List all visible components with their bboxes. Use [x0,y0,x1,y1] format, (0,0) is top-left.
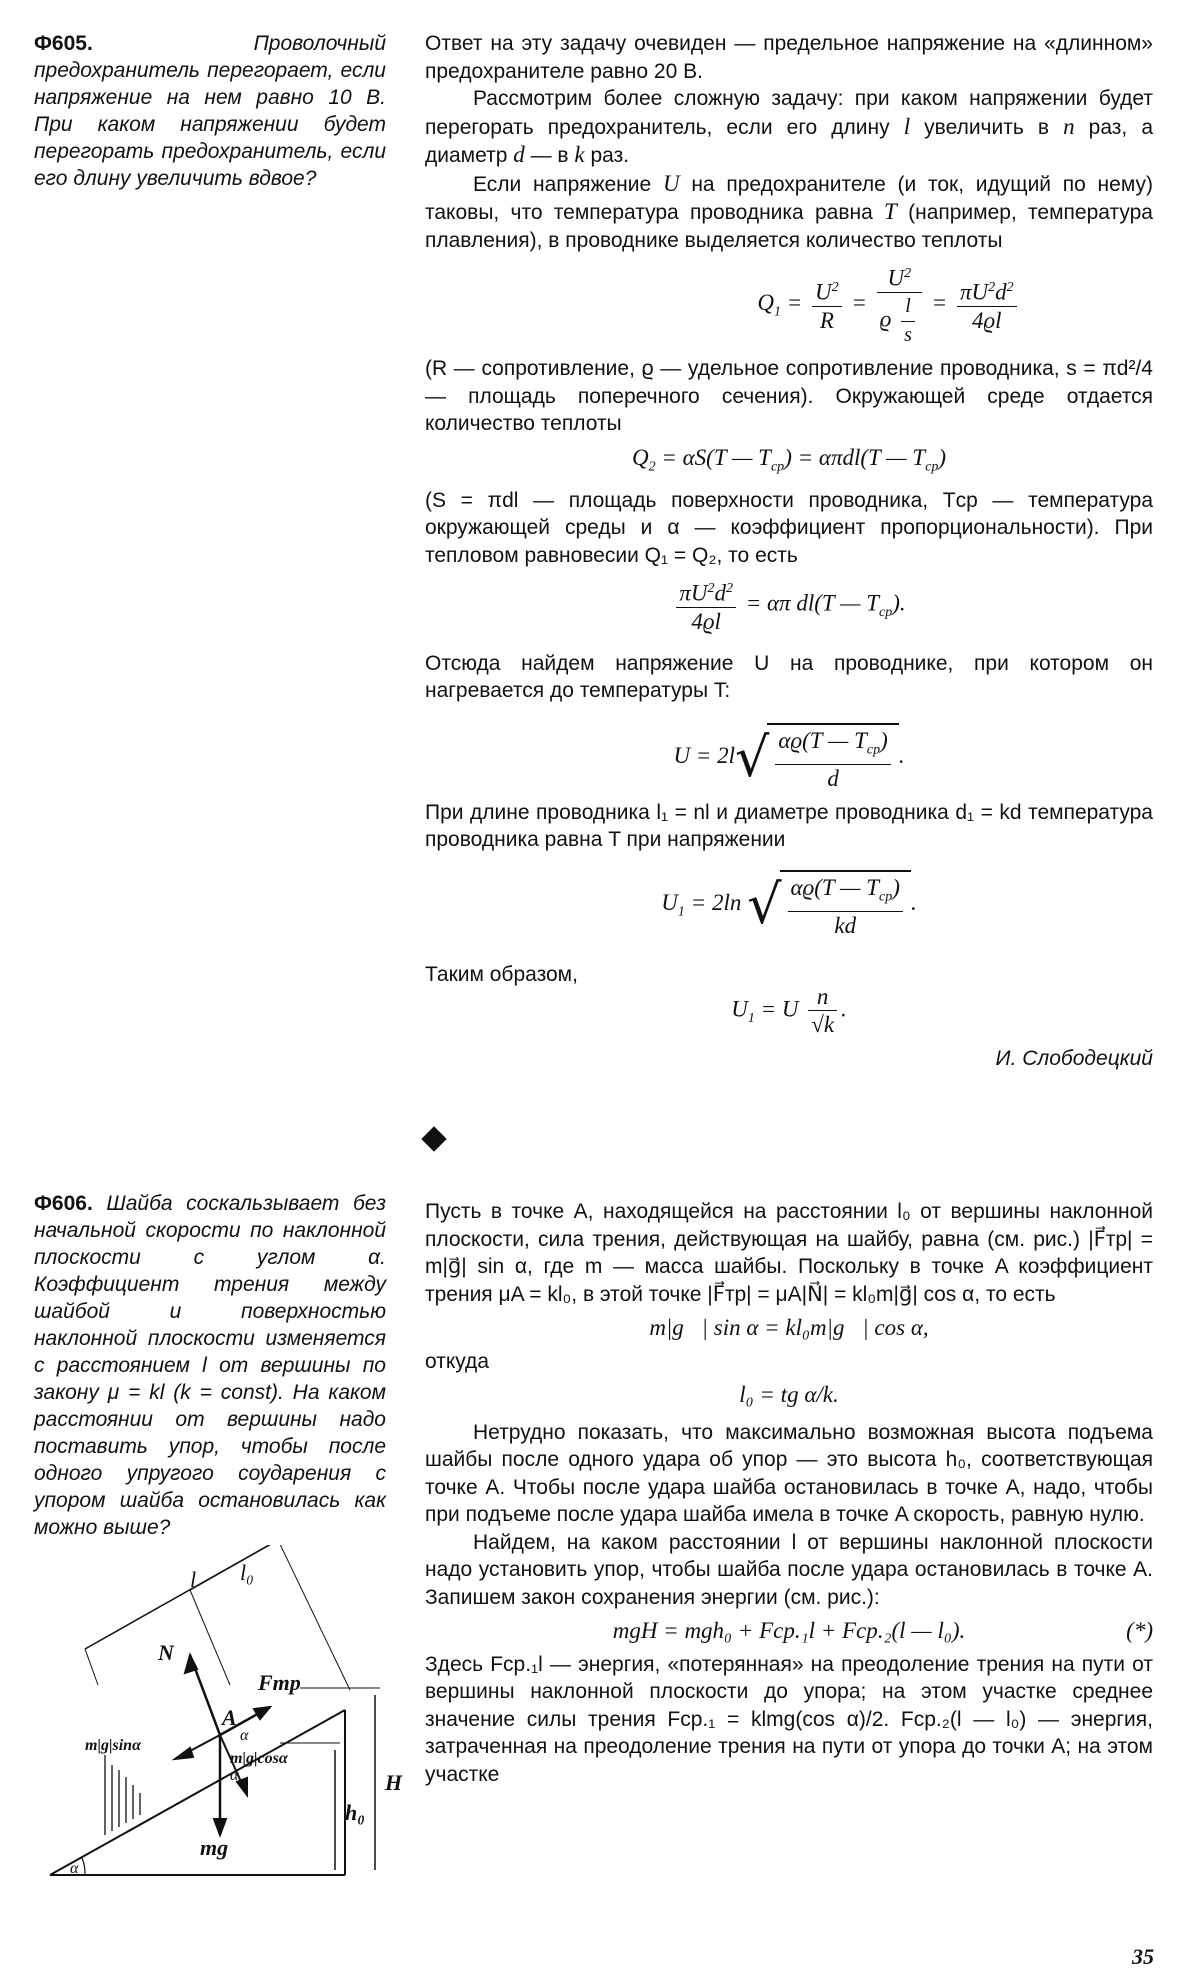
problem-606-text: Шайба соскальзывает без начальной скорости по наклонной плоскости с углом α. Коэффициент трения между шайбой и поверхностью наклонной плоскости изменяется с расстоянием l от вершины по закону μ = kl (k = const). На каком расстоянии от вершины надо поставить упор, чтобы после одного упругого соударения с упором шайба остановилась как можно выше? [34,1192,387,1539]
label-l0: l₀ [240,1560,254,1585]
equation-q1: $Q_1$ = $\frac{U^2}{R}$ = $U^2$ ϱ $\frac{l}{s}$ = $\frac{\pi U^2d^2}{4ϱl}$ [625,260,1153,349]
length-l0-line [190,1545,278,1590]
solution-605-p7: При длине проводника l₁ = nl и диаметре проводника d₁ = kd температура проводника равна T при напряжении [425,800,1153,851]
label-alpha-base: α [70,1860,79,1877]
label-mg: mg [200,1835,229,1860]
solution-605-p1: Ответ на эту задачу очевиден — предельное напряжение на «длинном» предохранителе равно 20 В. [425,32,1153,83]
solution-605-p4: (R — сопротивление, ϱ — удельное сопротивление проводника, s = πd²/4 — площадь поперечного сечения). Окружающей среде отдается количество теплоты [425,357,1153,436]
solution-606 [425,1198,1153,1788]
problem-605-text: Проволочный предохранитель перегорает, если напряжение на нем равно 10 В. При каком напряжении будет перегорать предохранитель, если его длину увеличить вдвое? [34,32,386,190]
signature: И. Слободецкий [995,1046,1153,1070]
stop-hatching [105,1755,140,1835]
page-number: 35 [1132,1944,1154,1969]
solution-606-p2: откуда [425,1349,489,1373]
problem-605 [34,30,386,192]
problem-606-label: Ф606. [34,1192,93,1215]
label-mg-sin: m|g|sinα [85,1737,141,1754]
problem-606 [34,1190,386,1541]
solution-605-p3: Если напряжение U на предохранителе (и ток, идущий по нему) таковы, что температура проводника равна T (например, температура плавления), в проводнике выделяется количество теплоты [425,170,1153,252]
incline-surface [50,1710,345,1875]
solution-605-p5: (S = πdl — площадь поверхности проводника, Tср — температура окружающей среды и α — коэффициент пропорциональности). При тепловом равновесии Q₁ = Q₂, то есть [425,488,1153,567]
label-mg-cos: m|g|cosα [230,1750,288,1767]
solution-605-p2: Рассмотрим более сложную задачу: при каком напряжении будет перегорать предохранитель, если его длину l увеличить в n раз, а диаметр d — в k раз. [425,87,1154,167]
label-alpha-top: α [240,1727,249,1744]
equation-balance: $\frac{\pi U^2d^2}{4ϱl}$ = απ dl(T — $T_{ср}$). [425,575,1153,636]
label-H: H [385,1770,403,1795]
equation-606-1: m|g⃗| sin α = kl₀m|g⃗| cos α, [649,1315,929,1340]
equation-606-2: l₀ = tg α/k. [739,1382,839,1407]
section-divider [421,1126,446,1151]
solution-605 [425,30,1153,1072]
equation-u: U = 2l√ $\frac{\alpha ϱ(T — T_{ср})}{d}$ . [425,723,1153,793]
solution-606-p4: Найдем, на каком расстоянии l от вершины наклонной плоскости надо установить упор, чтобы шайба после удара остановилась в точке A. Запишем закон сохранения энергии (см. рис.): [425,1530,1153,1609]
equation-606-3: mgH = mgh₀ + Fср.₁l + Fср.₂(l — l₀). (*) [612,1618,1153,1643]
label-N: N [158,1640,174,1665]
label-l: l [190,1567,197,1592]
label-A: A [222,1705,237,1730]
label-h0: h₀ [345,1800,365,1825]
solution-605-p6: Отсюда найдем напряжение U на проводнике, при котором он нагревается до температуры T: [425,651,1153,703]
label-alpha-mid: α [230,1767,239,1784]
solution-605-p8: Таким образом, [425,963,578,987]
equation-q2: $Q_2 = \alpha S(T$ — $T_{ср}) = \alpha\pi dl(T$ — $T_{ср}$) [631,444,947,475]
solution-606-p5: Здесь Fср.₁l — энергия, «потерянная» на преодоление трения на пути от вершины наклонной плоскости до упора; на этом участке среднее значение силы трения Fср.₁ = klmg(cos α)/2. Fср.₂(l — l₀) — энергия, затраченная на преодоление трения на пути от упора до точки A; на этом участке [425,1652,1153,1786]
solution-606-p1: Пусть в точке A, находящейся на расстоянии l₀ от вершины наклонной плоскости, сила трения, действующая на шайбу, равна (см. рис.) |F⃗тр| = m|g⃗| sin α, где m — масса шайбы. Поскольку в точке A коэффициент трения μA = kl₀, в этой точке |F⃗тр| = μA|N⃗| = kl₀m|g⃗| cos α, то есть [425,1200,1153,1306]
equation-result: $U_1 = U$ $\frac{n}{√k}$ . [731,983,847,1038]
problem-605-label: Ф605. [34,32,93,55]
solution-606-p3: Нетрудно показать, что максимально возможная высота подъема шайбы после одного удара об упор — это высота h₀, соответствующая точке A. Чтобы после удара шайба остановилась в точке A, надо, чтобы при подъеме после удара шайба имела в точке A скорость, равную нулю. [425,1420,1153,1526]
label-Ftr: Fтр [258,1670,301,1695]
equation-u1: $U_1 = 2\ln$ √ $\frac{\alpha ϱ(T — T_{ср})}{kd}$ . [425,870,1153,940]
incline-figure [40,1545,420,1890]
